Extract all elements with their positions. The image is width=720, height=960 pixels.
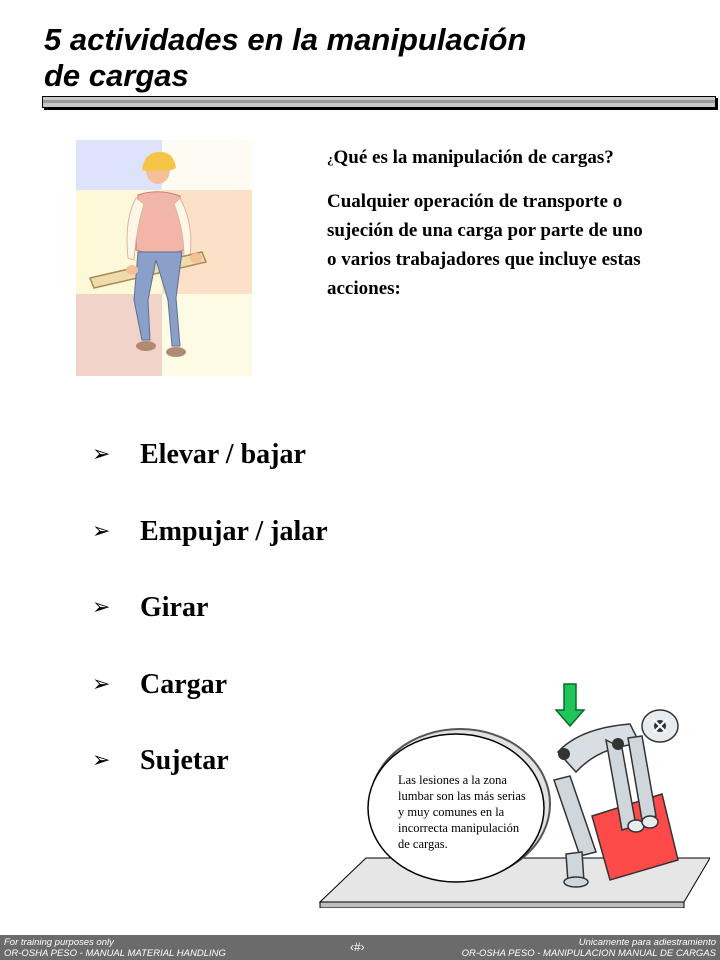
action-label: Girar: [140, 592, 209, 623]
footer-right-line-2: OR-OSHA PESO - MANIPULACION MANUAL DE CARGAS: [461, 948, 716, 959]
list-item: [92, 742, 328, 780]
question-text: Qué es la manipulación de cargas?: [333, 147, 614, 168]
worker-carrying-plank-illustration: [76, 140, 252, 376]
action-label: Sujetar: [140, 745, 229, 776]
title-line-1: 5 actividades en la manipulación: [44, 22, 527, 57]
intro-text: [327, 143, 657, 317]
title-line-2: de cargas: [44, 58, 189, 93]
footer-left-line-1: For training purposes only: [4, 937, 114, 948]
actions-list: [92, 436, 328, 819]
title-underline-bar: [42, 96, 716, 108]
intro-definition: Cualquier operación de transporte o sujeción de una carga por parte de uno o varios trabajadores que incluye estas acciones:: [327, 191, 643, 299]
arrowhead-bullet-icon: ➢: [92, 748, 111, 773]
question-mark: ¿: [327, 151, 334, 166]
footer-right-line-1: Unicamente para adiestramiento: [578, 937, 716, 948]
list-item: [92, 436, 328, 474]
callout-line: lumbar son las más serias: [398, 789, 526, 803]
footer-left: [4, 937, 226, 959]
footer-bar: [0, 935, 720, 960]
callout-line: de cargas.: [398, 837, 448, 851]
callout-line: y muy comunes en la: [398, 805, 505, 819]
intro-question: [327, 143, 657, 173]
page-number: ‹#›: [350, 940, 365, 954]
arrowhead-bullet-icon: ➢: [92, 671, 111, 697]
callout-line: Las lesiones a la zona: [398, 773, 507, 787]
list-item: [92, 666, 328, 704]
list-item: [92, 513, 328, 551]
arrowhead-bullet-icon: ➢: [92, 518, 111, 544]
injury-callout: [398, 772, 558, 852]
action-label: Elevar / bajar: [140, 439, 306, 470]
arrowhead-bullet-icon: ➢: [92, 442, 111, 467]
callout-line: incorrecta manipulación: [398, 821, 520, 835]
list-item: [92, 589, 328, 627]
action-label: Cargar: [140, 668, 228, 700]
action-label: Empujar / jalar: [140, 515, 328, 547]
page-title: [44, 22, 664, 94]
footer-left-line-2: OR-OSHA PESO - MANUAL MATERIAL HANDLING: [4, 948, 226, 959]
arrowhead-bullet-icon: ➢: [92, 595, 111, 620]
footer-right: [462, 937, 716, 959]
